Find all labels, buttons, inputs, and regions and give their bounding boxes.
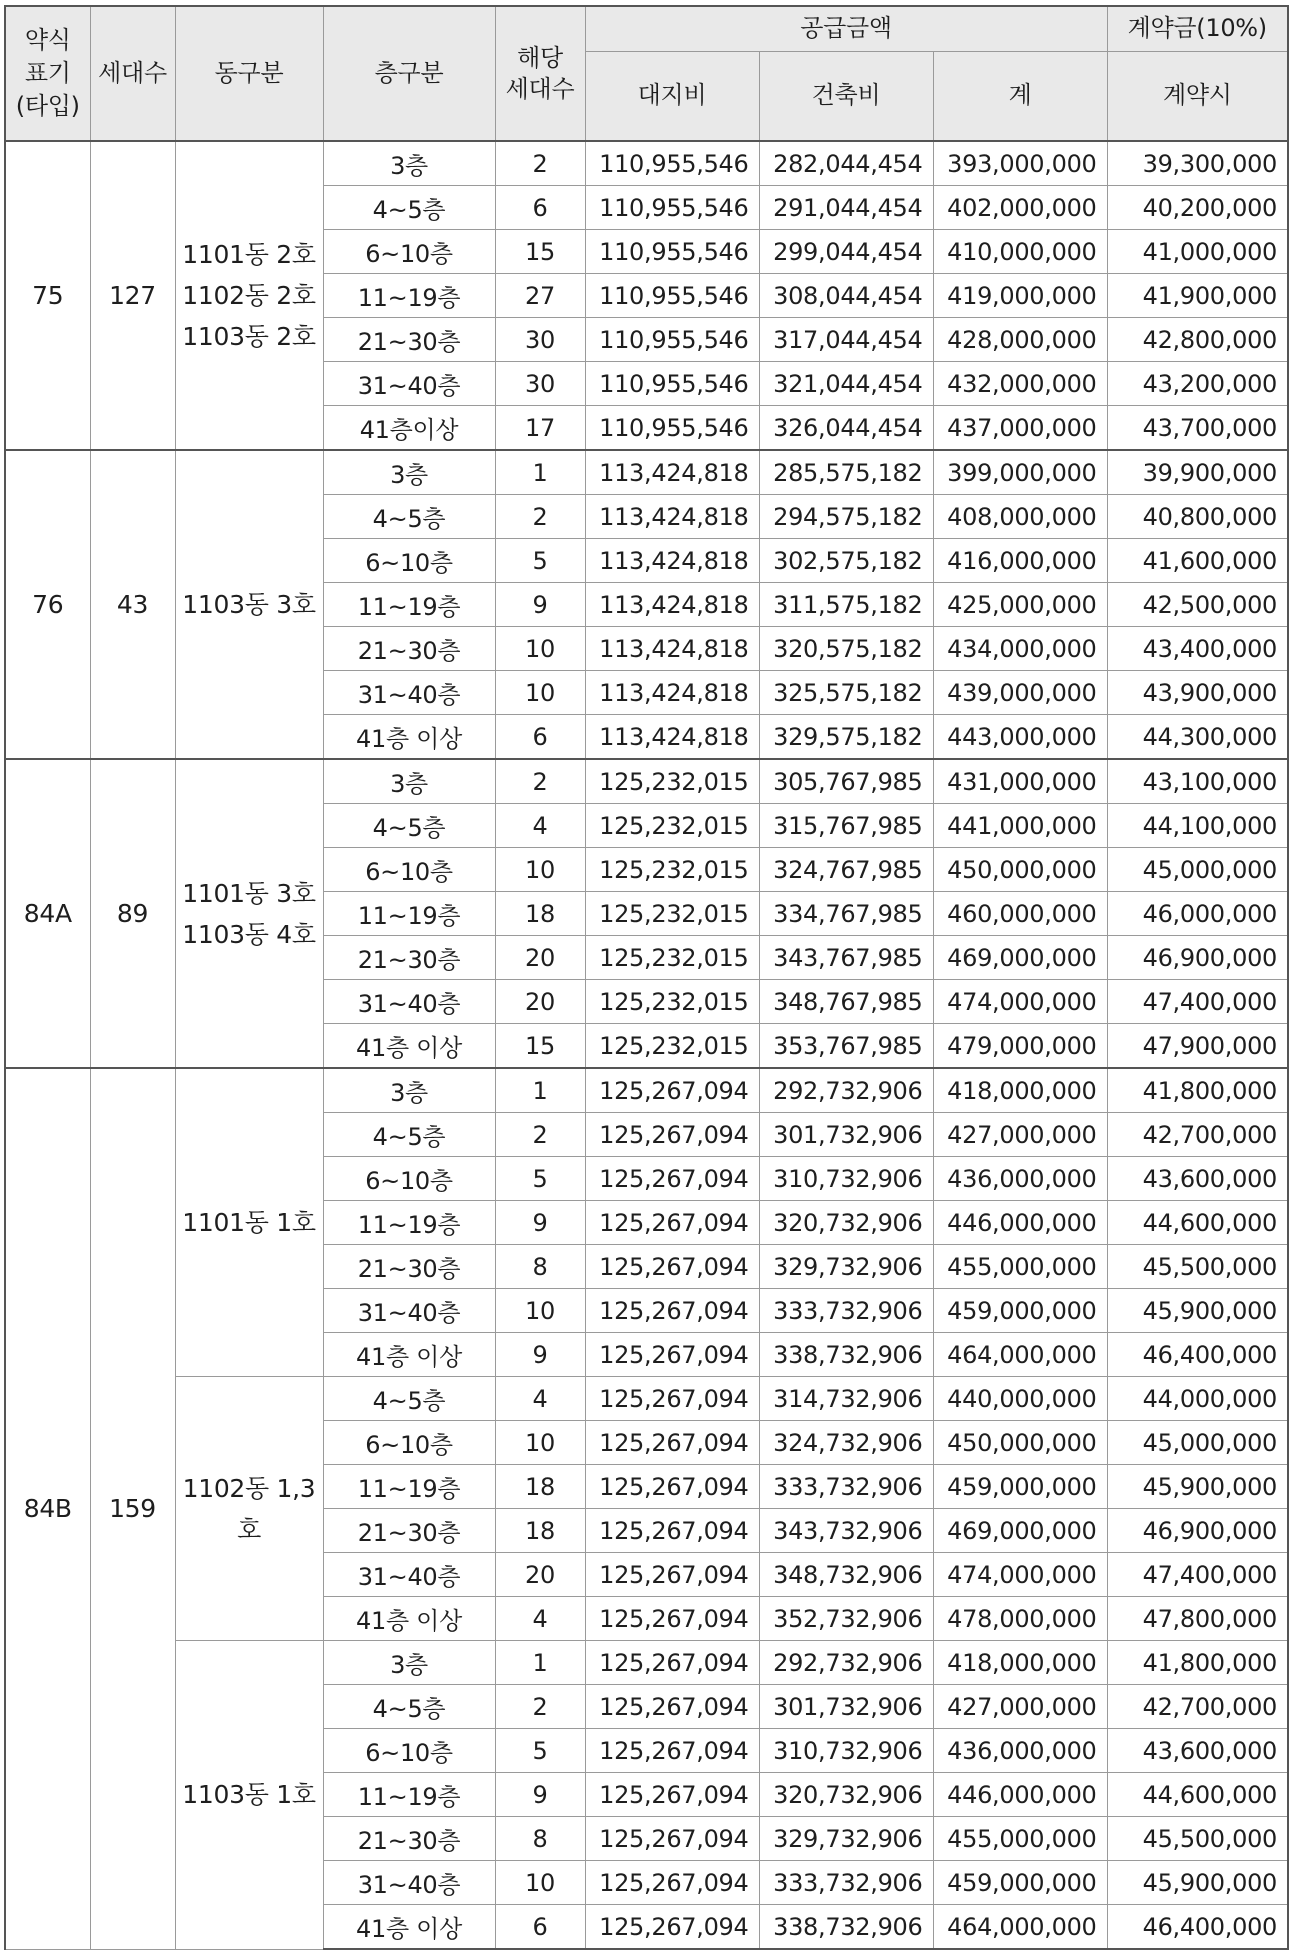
total-cost-cell: 399,000,000 <box>933 450 1107 495</box>
floor-cell: 3층 <box>323 1641 495 1685</box>
total-cost-cell: 439,000,000 <box>933 671 1107 715</box>
dong-cell <box>175 759 323 1068</box>
land-cost-cell: 125,267,094 <box>585 1597 759 1641</box>
household-count-cell: 4 <box>495 1597 585 1641</box>
total-cost-cell: 436,000,000 <box>933 1157 1107 1201</box>
land-cost-cell: 125,267,094 <box>585 1421 759 1465</box>
land-cost-cell: 125,232,015 <box>585 892 759 936</box>
total-cost-cell: 446,000,000 <box>933 1773 1107 1817</box>
building-cost-cell: 325,575,182 <box>759 671 933 715</box>
deposit-cell: 47,400,000 <box>1107 1553 1288 1597</box>
deposit-cell: 44,600,000 <box>1107 1201 1288 1245</box>
deposit-cell: 45,000,000 <box>1107 1421 1288 1465</box>
dong-cell <box>175 450 323 759</box>
land-cost-cell: 125,267,094 <box>585 1377 759 1421</box>
household-count-cell: 9 <box>495 1773 585 1817</box>
total-cost-cell: 474,000,000 <box>933 1553 1107 1597</box>
household-count-cell: 9 <box>495 1333 585 1377</box>
building-cost-cell: 302,575,182 <box>759 539 933 583</box>
land-cost-cell: 110,955,546 <box>585 186 759 230</box>
type-cell: 76 <box>5 450 90 759</box>
floor-cell: 11~19층 <box>323 583 495 627</box>
total-cost-cell: 431,000,000 <box>933 759 1107 804</box>
dong-line: 1103동 2호 <box>182 322 316 351</box>
total-cost-cell: 460,000,000 <box>933 892 1107 936</box>
household-count-cell: 20 <box>495 936 585 980</box>
building-cost-cell: 348,732,906 <box>759 1553 933 1597</box>
total-cost-cell: 443,000,000 <box>933 715 1107 760</box>
building-cost-cell: 333,732,906 <box>759 1861 933 1905</box>
building-cost-cell: 324,767,985 <box>759 848 933 892</box>
dong-line: 1101동 3호 <box>182 878 316 908</box>
type-cell: 75 <box>5 141 90 450</box>
building-cost-cell: 353,767,985 <box>759 1024 933 1069</box>
land-cost-cell: 125,267,094 <box>585 1861 759 1905</box>
floor-cell: 4~5층 <box>323 186 495 230</box>
table-header <box>5 6 1288 141</box>
deposit-cell: 46,000,000 <box>1107 892 1288 936</box>
table-body <box>5 141 1288 1949</box>
total-cost-cell: 427,000,000 <box>933 1685 1107 1729</box>
land-cost-cell: 125,267,094 <box>585 1068 759 1113</box>
floor-cell: 6~10층 <box>323 1157 495 1201</box>
deposit-cell: 43,600,000 <box>1107 1729 1288 1773</box>
household-count-cell: 4 <box>495 804 585 848</box>
floor-cell: 21~30층 <box>323 1817 495 1861</box>
household-count-cell: 2 <box>495 759 585 804</box>
household-count-cell: 9 <box>495 1201 585 1245</box>
household-count-cell: 5 <box>495 1157 585 1201</box>
floor-cell: 31~40층 <box>323 362 495 406</box>
household-count-cell: 10 <box>495 627 585 671</box>
dong-cell <box>175 141 323 450</box>
land-cost-cell: 113,424,818 <box>585 671 759 715</box>
floor-cell: 11~19층 <box>323 1773 495 1817</box>
total-cost-cell: 455,000,000 <box>933 1817 1107 1861</box>
deposit-cell: 45,900,000 <box>1107 1289 1288 1333</box>
building-cost-cell: 299,044,454 <box>759 230 933 274</box>
floor-cell: 41층 이상 <box>323 1024 495 1069</box>
total-cost-cell: 419,000,000 <box>933 274 1107 318</box>
total-cost-cell: 450,000,000 <box>933 1421 1107 1465</box>
building-cost-cell: 292,732,906 <box>759 1068 933 1113</box>
total-cost-cell: 428,000,000 <box>933 318 1107 362</box>
deposit-cell: 47,400,000 <box>1107 980 1288 1024</box>
land-cost-cell: 125,267,094 <box>585 1685 759 1729</box>
deposit-cell: 42,500,000 <box>1107 583 1288 627</box>
household-count-cell: 8 <box>495 1245 585 1289</box>
building-cost-cell: 329,732,906 <box>759 1245 933 1289</box>
land-cost-cell: 125,232,015 <box>585 980 759 1024</box>
household-count-cell: 20 <box>495 980 585 1024</box>
household-count-cell: 2 <box>495 1113 585 1157</box>
deposit-cell: 45,500,000 <box>1107 1245 1288 1289</box>
dong-line: 1102동 2호 <box>182 281 316 310</box>
dong-cell <box>175 1377 323 1641</box>
deposit-cell: 41,900,000 <box>1107 274 1288 318</box>
land-cost-cell: 125,267,094 <box>585 1157 759 1201</box>
household-count-cell: 10 <box>495 1289 585 1333</box>
total-cost-cell: 427,000,000 <box>933 1113 1107 1157</box>
household-count-cell: 9 <box>495 583 585 627</box>
household-count-cell: 4 <box>495 1377 585 1421</box>
land-cost-cell: 113,424,818 <box>585 583 759 627</box>
floor-cell: 6~10층 <box>323 848 495 892</box>
floor-cell: 31~40층 <box>323 671 495 715</box>
land-cost-cell: 113,424,818 <box>585 539 759 583</box>
household-count-cell: 1 <box>495 1068 585 1113</box>
deposit-cell: 45,000,000 <box>1107 848 1288 892</box>
deposit-cell: 41,600,000 <box>1107 539 1288 583</box>
deposit-cell: 42,800,000 <box>1107 318 1288 362</box>
header-supply-amount: 공급금액 <box>585 6 1107 51</box>
building-cost-cell: 338,732,906 <box>759 1333 933 1377</box>
floor-cell: 21~30층 <box>323 627 495 671</box>
household-count-cell: 6 <box>495 715 585 760</box>
total-cost-cell: 455,000,000 <box>933 1245 1107 1289</box>
deposit-cell: 43,700,000 <box>1107 406 1288 451</box>
header-land-cost: 대지비 <box>585 51 759 141</box>
deposit-cell: 43,100,000 <box>1107 759 1288 804</box>
building-cost-cell: 343,767,985 <box>759 936 933 980</box>
table-row <box>5 1377 1288 1421</box>
land-cost-cell: 110,955,546 <box>585 406 759 451</box>
deposit-cell: 45,500,000 <box>1107 1817 1288 1861</box>
deposit-cell: 41,800,000 <box>1107 1068 1288 1113</box>
land-cost-cell: 110,955,546 <box>585 230 759 274</box>
land-cost-cell: 125,267,094 <box>585 1773 759 1817</box>
deposit-cell: 40,800,000 <box>1107 495 1288 539</box>
deposit-cell: 39,900,000 <box>1107 450 1288 495</box>
land-cost-cell: 113,424,818 <box>585 495 759 539</box>
total-cost-cell: 418,000,000 <box>933 1068 1107 1113</box>
building-cost-cell: 333,732,906 <box>759 1289 933 1333</box>
total-cost-cell: 450,000,000 <box>933 848 1107 892</box>
deposit-cell: 46,900,000 <box>1107 1509 1288 1553</box>
building-cost-cell: 314,732,906 <box>759 1377 933 1421</box>
table-row <box>5 141 1288 186</box>
total-cost-cell: 408,000,000 <box>933 495 1107 539</box>
building-cost-cell: 291,044,454 <box>759 186 933 230</box>
total-cost-cell: 437,000,000 <box>933 406 1107 451</box>
total-cost-cell: 416,000,000 <box>933 539 1107 583</box>
deposit-cell: 45,900,000 <box>1107 1861 1288 1905</box>
household-count-cell: 2 <box>495 141 585 186</box>
floor-cell: 11~19층 <box>323 892 495 936</box>
building-cost-cell: 320,732,906 <box>759 1201 933 1245</box>
household-count-cell: 6 <box>495 186 585 230</box>
land-cost-cell: 113,424,818 <box>585 715 759 760</box>
floor-cell: 4~5층 <box>323 1685 495 1729</box>
deposit-cell: 42,700,000 <box>1107 1113 1288 1157</box>
floor-cell: 21~30층 <box>323 318 495 362</box>
land-cost-cell: 110,955,546 <box>585 318 759 362</box>
floor-cell: 41층 이상 <box>323 715 495 760</box>
building-cost-cell: 329,575,182 <box>759 715 933 760</box>
floor-cell: 21~30층 <box>323 1245 495 1289</box>
floor-cell: 3층 <box>323 141 495 186</box>
floor-cell: 3층 <box>323 450 495 495</box>
building-cost-cell: 333,732,906 <box>759 1465 933 1509</box>
household-count-cell: 10 <box>495 1421 585 1465</box>
building-cost-cell: 329,732,906 <box>759 1817 933 1861</box>
building-cost-cell: 311,575,182 <box>759 583 933 627</box>
household-count-cell: 18 <box>495 1465 585 1509</box>
land-cost-cell: 125,232,015 <box>585 804 759 848</box>
dong-line: 1101동 1호 <box>182 1208 316 1237</box>
land-cost-cell: 125,267,094 <box>585 1201 759 1245</box>
building-cost-cell: 310,732,906 <box>759 1157 933 1201</box>
total-cost-cell: 459,000,000 <box>933 1861 1107 1905</box>
floor-cell: 6~10층 <box>323 230 495 274</box>
land-cost-cell: 113,424,818 <box>585 450 759 495</box>
dong-cell <box>175 1068 323 1377</box>
household-count-cell: 30 <box>495 318 585 362</box>
header-type: 약식 표기 (타입) <box>5 6 90 141</box>
dong-line: 1101동 2호 <box>182 240 316 269</box>
household-count-cell: 17 <box>495 406 585 451</box>
deposit-cell: 42,700,000 <box>1107 1685 1288 1729</box>
household-count-cell: 1 <box>495 450 585 495</box>
deposit-cell: 44,600,000 <box>1107 1773 1288 1817</box>
total-cost-cell: 479,000,000 <box>933 1024 1107 1069</box>
building-cost-cell: 348,767,985 <box>759 980 933 1024</box>
household-count-cell: 1 <box>495 1641 585 1685</box>
total-cost-cell: 446,000,000 <box>933 1201 1107 1245</box>
household-count-cell: 2 <box>495 1685 585 1729</box>
land-cost-cell: 125,267,094 <box>585 1289 759 1333</box>
header-on-contract: 계약시 <box>1107 51 1288 141</box>
deposit-cell: 41,800,000 <box>1107 1641 1288 1685</box>
deposit-cell: 44,100,000 <box>1107 804 1288 848</box>
floor-cell: 31~40층 <box>323 1553 495 1597</box>
dong-line: 1103동 4호 <box>182 919 316 949</box>
land-cost-cell: 125,267,094 <box>585 1729 759 1773</box>
dong-line: 1103동 3호 <box>182 590 316 619</box>
land-cost-cell: 125,267,094 <box>585 1465 759 1509</box>
total-cost-cell: 464,000,000 <box>933 1333 1107 1377</box>
building-cost-cell: 301,732,906 <box>759 1685 933 1729</box>
total-cost-cell: 469,000,000 <box>933 1509 1107 1553</box>
header-dong: 동구분 <box>175 6 323 141</box>
total-cost-cell: 464,000,000 <box>933 1905 1107 1950</box>
total-cost-cell: 459,000,000 <box>933 1289 1107 1333</box>
household-count-cell: 8 <box>495 1817 585 1861</box>
total-cost-cell: 474,000,000 <box>933 980 1107 1024</box>
header-floor: 층구분 <box>323 6 495 141</box>
table-row <box>5 1641 1288 1685</box>
deposit-cell: 40,200,000 <box>1107 186 1288 230</box>
floor-cell: 4~5층 <box>323 495 495 539</box>
total-cost-cell: 459,000,000 <box>933 1465 1107 1509</box>
floor-cell: 41층 이상 <box>323 1597 495 1641</box>
building-cost-cell: 320,732,906 <box>759 1773 933 1817</box>
floor-cell: 4~5층 <box>323 804 495 848</box>
table-row <box>5 759 1288 804</box>
land-cost-cell: 125,232,015 <box>585 1024 759 1069</box>
household-count-cell: 18 <box>495 892 585 936</box>
household-count-cell: 27 <box>495 274 585 318</box>
deposit-cell: 43,200,000 <box>1107 362 1288 406</box>
deposit-cell: 47,900,000 <box>1107 1024 1288 1069</box>
land-cost-cell: 110,955,546 <box>585 274 759 318</box>
land-cost-cell: 125,232,015 <box>585 759 759 804</box>
header-units: 세대수 <box>90 6 175 141</box>
deposit-cell: 39,300,000 <box>1107 141 1288 186</box>
deposit-cell: 46,400,000 <box>1107 1905 1288 1950</box>
land-cost-cell: 125,267,094 <box>585 1641 759 1685</box>
total-cost-cell: 432,000,000 <box>933 362 1107 406</box>
household-count-cell: 10 <box>495 1861 585 1905</box>
floor-cell: 21~30층 <box>323 1509 495 1553</box>
type-cell: 84A <box>5 759 90 1068</box>
deposit-cell: 45,900,000 <box>1107 1465 1288 1509</box>
building-cost-cell: 320,575,182 <box>759 627 933 671</box>
deposit-cell: 44,300,000 <box>1107 715 1288 760</box>
building-cost-cell: 317,044,454 <box>759 318 933 362</box>
floor-cell: 41층이상 <box>323 406 495 451</box>
floor-cell: 11~19층 <box>323 274 495 318</box>
land-cost-cell: 125,267,094 <box>585 1509 759 1553</box>
land-cost-cell: 125,267,094 <box>585 1553 759 1597</box>
floor-cell: 21~30층 <box>323 936 495 980</box>
building-cost-cell: 292,732,906 <box>759 1641 933 1685</box>
floor-cell: 3층 <box>323 759 495 804</box>
building-cost-cell: 334,767,985 <box>759 892 933 936</box>
floor-cell: 41층 이상 <box>323 1333 495 1377</box>
land-cost-cell: 125,267,094 <box>585 1817 759 1861</box>
table-row <box>5 450 1288 495</box>
land-cost-cell: 125,267,094 <box>585 1245 759 1289</box>
floor-cell: 41층 이상 <box>323 1905 495 1950</box>
floor-cell: 4~5층 <box>323 1113 495 1157</box>
land-cost-cell: 125,267,094 <box>585 1333 759 1377</box>
floor-cell: 4~5층 <box>323 1377 495 1421</box>
land-cost-cell: 125,232,015 <box>585 848 759 892</box>
total-cost-cell: 393,000,000 <box>933 141 1107 186</box>
land-cost-cell: 125,267,094 <box>585 1905 759 1950</box>
total-cost-cell: 469,000,000 <box>933 936 1107 980</box>
land-cost-cell: 110,955,546 <box>585 362 759 406</box>
dong-line: 1103동 1호 <box>182 1780 316 1810</box>
household-count-cell: 15 <box>495 1024 585 1069</box>
floor-cell: 11~19층 <box>323 1201 495 1245</box>
building-cost-cell: 321,044,454 <box>759 362 933 406</box>
household-count-cell: 5 <box>495 1729 585 1773</box>
deposit-cell: 43,600,000 <box>1107 1157 1288 1201</box>
household-count-cell: 30 <box>495 362 585 406</box>
building-cost-cell: 310,732,906 <box>759 1729 933 1773</box>
building-cost-cell: 324,732,906 <box>759 1421 933 1465</box>
deposit-cell: 41,000,000 <box>1107 230 1288 274</box>
header-count: 해당 세대수 <box>495 6 585 141</box>
total-cost-cell: 441,000,000 <box>933 804 1107 848</box>
building-cost-cell: 343,732,906 <box>759 1509 933 1553</box>
floor-cell: 11~19층 <box>323 1465 495 1509</box>
deposit-cell: 46,400,000 <box>1107 1333 1288 1377</box>
household-count-cell: 10 <box>495 671 585 715</box>
header-total: 계 <box>933 51 1107 141</box>
building-cost-cell: 294,575,182 <box>759 495 933 539</box>
table-row <box>5 1068 1288 1113</box>
total-cost-cell: 478,000,000 <box>933 1597 1107 1641</box>
total-cost-cell: 436,000,000 <box>933 1729 1107 1773</box>
units-cell: 89 <box>90 759 175 1068</box>
total-cost-cell: 418,000,000 <box>933 1641 1107 1685</box>
deposit-cell: 43,900,000 <box>1107 671 1288 715</box>
floor-cell: 6~10층 <box>323 1421 495 1465</box>
land-cost-cell: 113,424,818 <box>585 627 759 671</box>
land-cost-cell: 125,267,094 <box>585 1113 759 1157</box>
floor-cell: 31~40층 <box>323 980 495 1024</box>
household-count-cell: 5 <box>495 539 585 583</box>
household-count-cell: 15 <box>495 230 585 274</box>
floor-cell: 31~40층 <box>323 1289 495 1333</box>
floor-cell: 6~10층 <box>323 1729 495 1773</box>
units-cell: 43 <box>90 450 175 759</box>
total-cost-cell: 425,000,000 <box>933 583 1107 627</box>
building-cost-cell: 282,044,454 <box>759 141 933 186</box>
household-count-cell: 20 <box>495 1553 585 1597</box>
household-count-cell: 10 <box>495 848 585 892</box>
household-count-cell: 2 <box>495 495 585 539</box>
type-cell: 84B <box>5 1068 90 1949</box>
building-cost-cell: 352,732,906 <box>759 1597 933 1641</box>
total-cost-cell: 402,000,000 <box>933 186 1107 230</box>
deposit-cell: 43,400,000 <box>1107 627 1288 671</box>
household-count-cell: 6 <box>495 1905 585 1950</box>
units-cell: 127 <box>90 141 175 450</box>
header-building-cost: 건축비 <box>759 51 933 141</box>
building-cost-cell: 326,044,454 <box>759 406 933 451</box>
deposit-cell: 47,800,000 <box>1107 1597 1288 1641</box>
floor-cell: 6~10층 <box>323 539 495 583</box>
header-deposit: 계약금(10%) <box>1107 6 1288 51</box>
building-cost-cell: 338,732,906 <box>759 1905 933 1950</box>
total-cost-cell: 440,000,000 <box>933 1377 1107 1421</box>
building-cost-cell: 301,732,906 <box>759 1113 933 1157</box>
dong-line: 1102동 1,3호 <box>182 1473 316 1544</box>
dong-cell <box>175 1641 323 1950</box>
household-count-cell: 18 <box>495 1509 585 1553</box>
land-cost-cell: 110,955,546 <box>585 141 759 186</box>
floor-cell: 31~40층 <box>323 1861 495 1905</box>
units-cell: 159 <box>90 1068 175 1949</box>
building-cost-cell: 285,575,182 <box>759 450 933 495</box>
building-cost-cell: 305,767,985 <box>759 759 933 804</box>
total-cost-cell: 434,000,000 <box>933 627 1107 671</box>
land-cost-cell: 125,232,015 <box>585 936 759 980</box>
building-cost-cell: 315,767,985 <box>759 804 933 848</box>
floor-cell: 3층 <box>323 1068 495 1113</box>
deposit-cell: 44,000,000 <box>1107 1377 1288 1421</box>
deposit-cell: 46,900,000 <box>1107 936 1288 980</box>
total-cost-cell: 410,000,000 <box>933 230 1107 274</box>
supply-price-table <box>4 5 1289 1950</box>
building-cost-cell: 308,044,454 <box>759 274 933 318</box>
